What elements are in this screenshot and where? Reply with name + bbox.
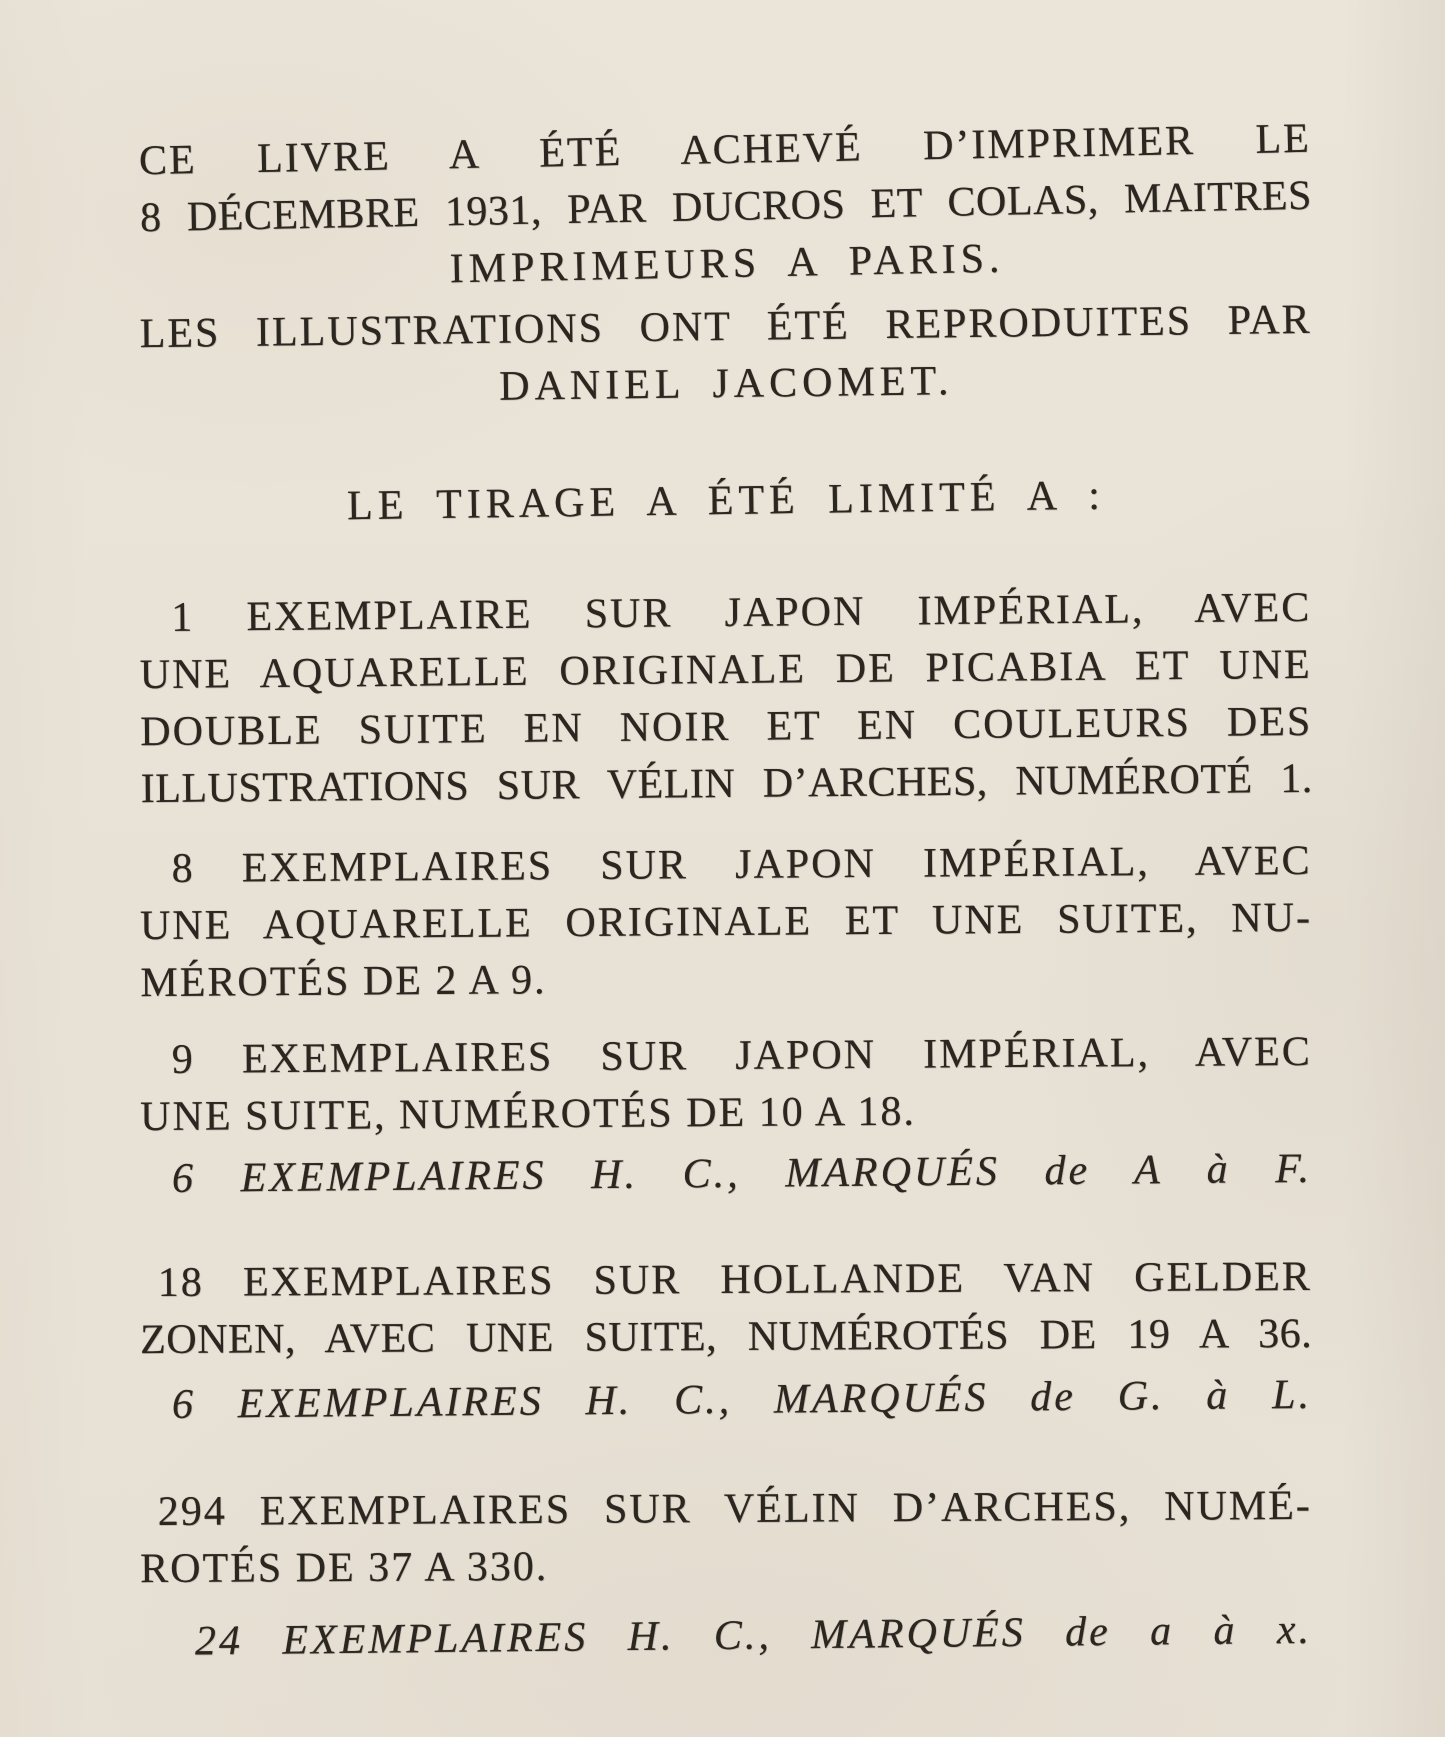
- edition-294-paragraph: [140, 1478, 1313, 1598]
- colophon-line: 8 DÉCEMBRE 1931, PAR DUCROS ET COLAS, MAITRES: [139, 172, 1313, 242]
- colophon-line: 24 EXEMPLAIRES H. C., MARQUÉS de a à x.: [194, 1606, 1313, 1665]
- colophon-line: LE TIRAGE A ÉTÉ LIMITÉ A :: [346, 472, 1106, 530]
- imprint-paragraph: [138, 111, 1313, 304]
- colophon-line: 9 EXEMPLAIRES SUR JAPON IMPÉRIAL, AVEC: [171, 1028, 1312, 1083]
- edition-9-paragraph: [140, 1024, 1313, 1146]
- hc-marked-g-l-line: [140, 1367, 1312, 1434]
- edition-18-paragraph: [140, 1249, 1313, 1369]
- colophon-line: MÉROTÉS DE 2 A 9.: [140, 957, 547, 1007]
- colophon-text-block: [138, 115, 1313, 1665]
- colophon-line: ZONEN, AVEC UNE SUITE, NUMÉROTÉS DE 19 A 36.: [140, 1310, 1313, 1364]
- colophon-line: 1 EXEMPLAIRE SUR JAPON IMPÉRIAL, AVEC: [171, 584, 1312, 641]
- colophon-line: IMPRIMEURS A PARIS.: [449, 235, 1005, 293]
- colophon-line: LES ILLUSTRATIONS ONT ÉTÉ REPRODUITES PAR: [139, 296, 1312, 358]
- colophon-line: DANIEL JACOMET.: [498, 358, 954, 410]
- colophon-line: 18 EXEMPLAIRES SUR HOLLANDE VAN GELDER: [157, 1253, 1312, 1306]
- colophon-line: CE LIVRE A ÉTÉ ACHEVÉ D’IMPRIMER LE: [138, 115, 1312, 185]
- colophon-line: UNE SUITE, NUMÉROTÉS DE 10 A 18.: [140, 1088, 917, 1141]
- illustrations-paragraph: [139, 292, 1312, 420]
- colophon-line: ILLUSTRATIONS SUR VÉLIN D’ARCHES, NUMÉROTÉ 1.: [140, 755, 1313, 813]
- colophon-line: UNE AQUARELLE ORIGINALE ET UNE SUITE, NU-: [139, 894, 1313, 950]
- colophon-line: 8 EXEMPLAIRES SUR JAPON IMPÉRIAL, AVEC: [171, 837, 1312, 892]
- colophon-line: DOUBLE SUITE EN NOIR ET EN COULEURS DES: [140, 698, 1313, 756]
- hc-marked-a-x-line: [140, 1602, 1313, 1671]
- edition-8-paragraph: [139, 833, 1312, 1012]
- colophon-line: 6 EXEMPLAIRES H. C., MARQUÉS de A à F.: [171, 1145, 1313, 1202]
- edition-1-paragraph: [139, 580, 1313, 818]
- colophon-line: 6 EXEMPLAIRES H. C., MARQUÉS de G. à L.: [171, 1371, 1313, 1428]
- colophon-line: 294 EXEMPLAIRES SUR VÉLIN D’ARCHES, NUMÉ-: [157, 1482, 1312, 1535]
- colophon-line: UNE AQUARELLE ORIGINALE DE PICABIA ET UNE: [139, 641, 1312, 699]
- colophon-line: ROTÉS DE 37 A 330.: [140, 1543, 549, 1593]
- tirage-heading: [140, 465, 1313, 538]
- hc-marked-a-f-line: [140, 1141, 1312, 1208]
